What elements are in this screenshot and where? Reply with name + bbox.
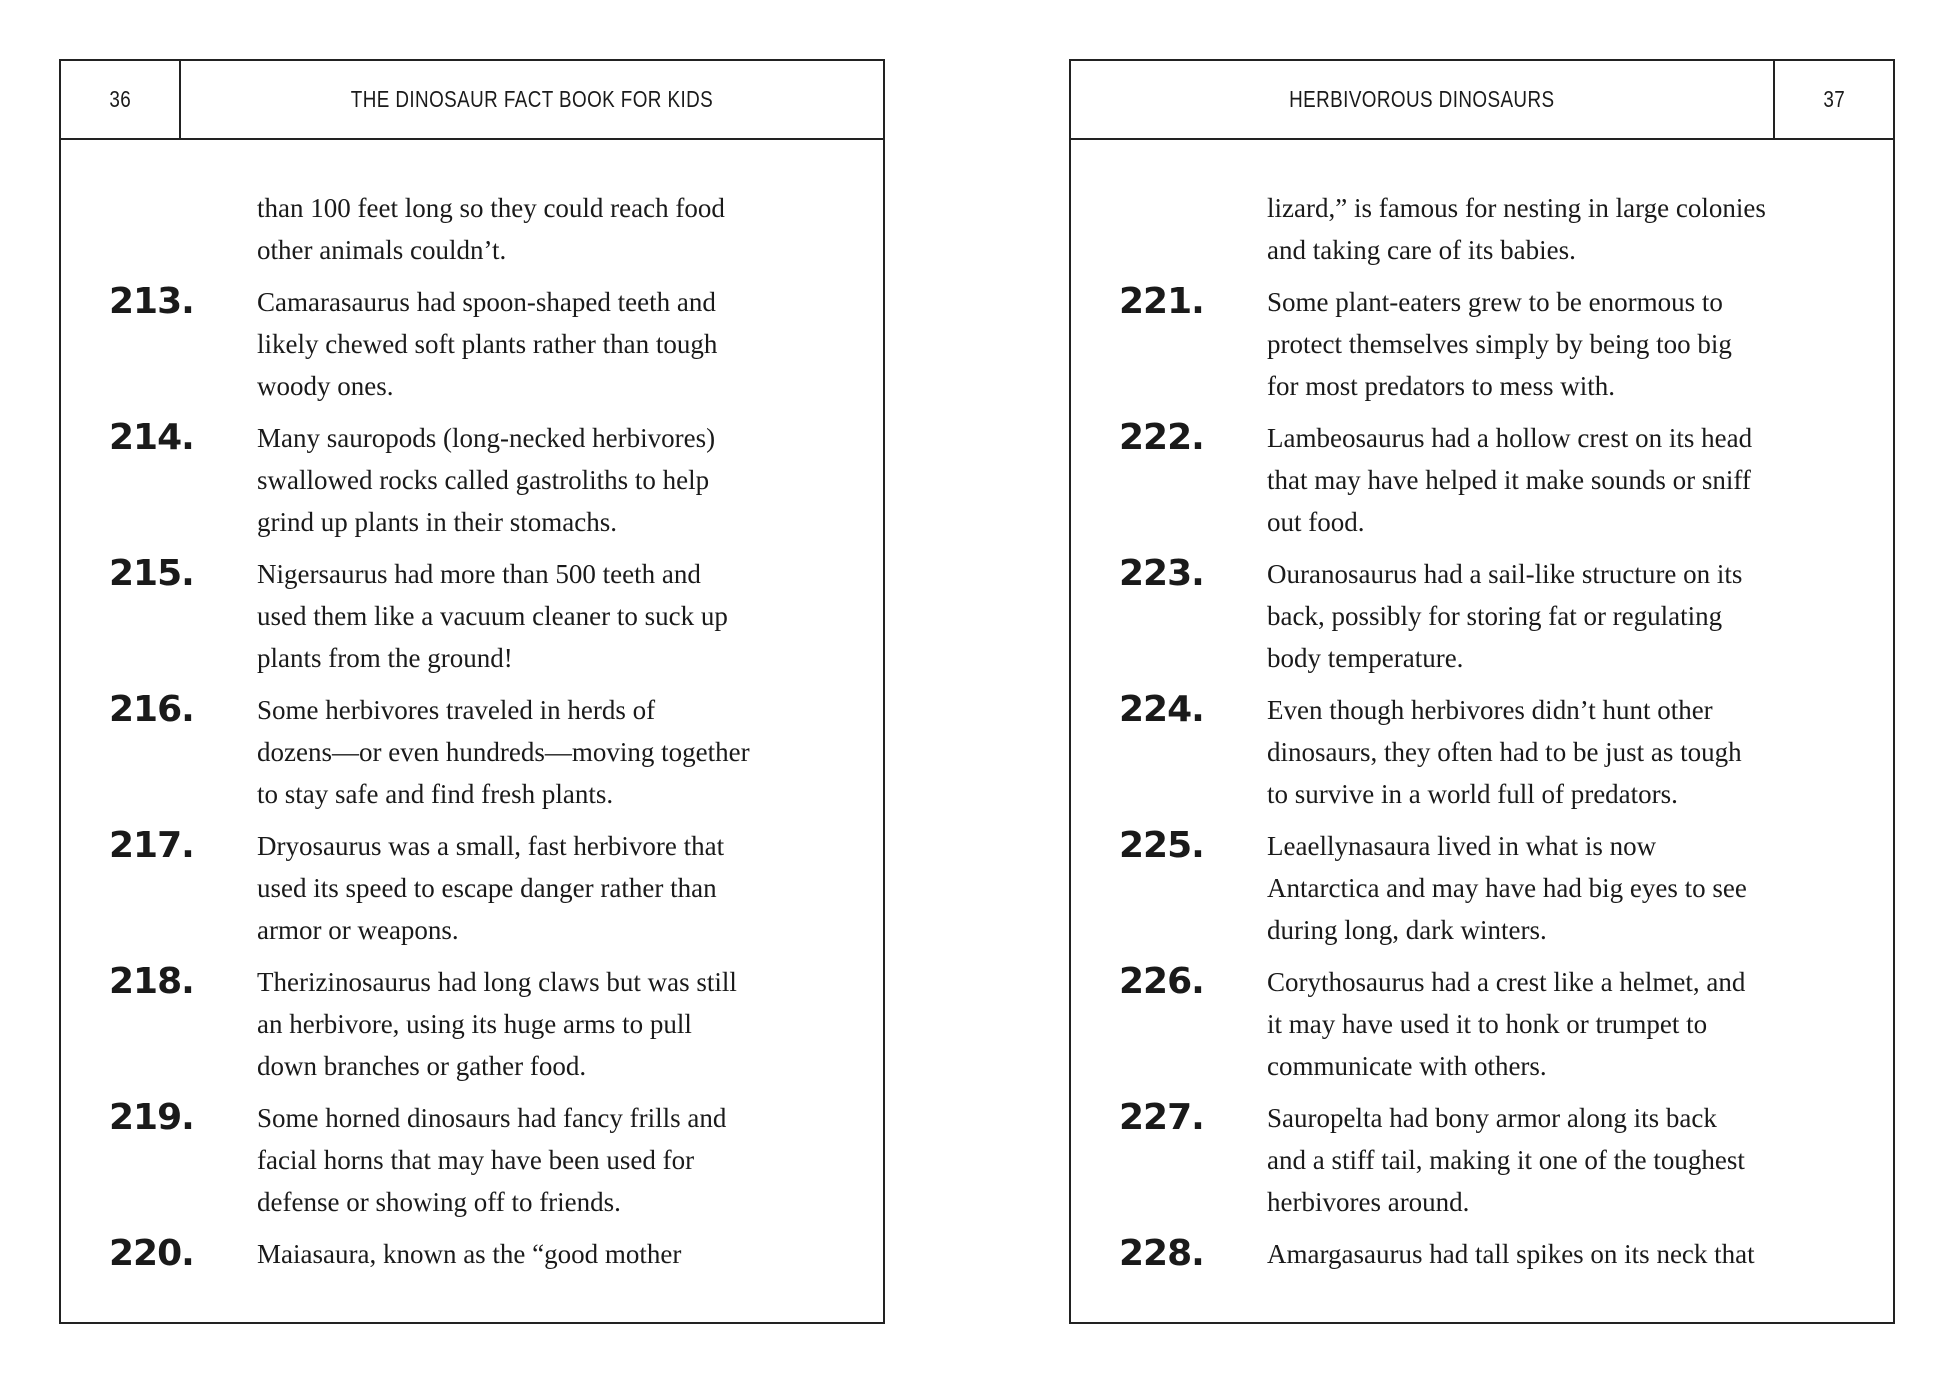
text-line: down branches or gather food. <box>257 1051 587 1081</box>
text-line: Some horned dinosaurs had fancy frills and <box>257 1103 727 1133</box>
text-line: Corythosaurus had a crest like a helmet, and <box>1267 967 1746 997</box>
text-line: Many sauropods (long-necked herbivores) <box>257 423 716 453</box>
page-header <box>61 61 883 140</box>
text-line: back, possibly for storing fat or regulating <box>1267 601 1723 631</box>
text-line: during long, dark winters. <box>1267 915 1547 945</box>
fact-text <box>1267 1233 1847 1275</box>
fact-entry <box>61 281 883 407</box>
running-title: THE DINOSAUR FACT BOOK FOR KIDS <box>350 86 714 112</box>
fact-number: 217. <box>109 825 194 866</box>
page-number: 36 <box>109 86 131 112</box>
page-number-cell <box>1773 61 1893 138</box>
fact-text <box>257 961 837 1087</box>
fact-number: 220. <box>109 1233 194 1274</box>
fact-number: 215. <box>109 553 194 594</box>
text-line: swallowed rocks called gastroliths to help <box>257 465 710 495</box>
text-line: than 100 feet long so they could reach food <box>257 193 725 223</box>
fact-number <box>1071 187 1267 271</box>
text-line: Therizinosaurus had long claws but was still <box>257 967 737 997</box>
text-line: facial horns that may have been used for <box>257 1145 695 1175</box>
text-line: Camarasaurus had spoon-shaped teeth and <box>257 287 716 317</box>
fact-number: 214. <box>109 417 194 458</box>
text-line: herbivores around. <box>1267 1187 1470 1217</box>
text-line: that may have helped it make sounds or sniff <box>1267 465 1751 495</box>
text-line: defense or showing off to friends. <box>257 1187 621 1217</box>
fact-entry <box>61 689 883 815</box>
text-line: woody ones. <box>257 371 394 401</box>
fact-text <box>1267 187 1847 271</box>
fact-entry <box>61 825 883 951</box>
text-line: lizard,” is famous for nesting in large colonies <box>1267 193 1766 223</box>
text-line: to survive in a world full of predators. <box>1267 779 1678 809</box>
fact-number: 222. <box>1119 417 1204 458</box>
fact-number: 228. <box>1119 1233 1204 1274</box>
fact-number: 227. <box>1119 1097 1204 1138</box>
fact-entry <box>61 417 883 543</box>
fact-entry <box>1071 553 1893 679</box>
text-line: other animals couldn’t. <box>257 235 507 265</box>
fact-text <box>1267 417 1847 543</box>
text-line: Dryosaurus was a small, fast herbivore that <box>257 831 725 861</box>
fact-entry <box>61 1097 883 1223</box>
fact-text <box>257 1233 837 1275</box>
text-line: and taking care of its babies. <box>1267 235 1576 265</box>
text-line: communicate with others. <box>1267 1051 1547 1081</box>
text-line: Some herbivores traveled in herds of <box>257 695 656 725</box>
fact-list <box>61 187 883 1285</box>
text-line: Lambeosaurus had a hollow crest on its head <box>1267 423 1753 453</box>
fact-number: 219. <box>109 1097 194 1138</box>
page-number-cell <box>61 61 181 138</box>
running-title-cell <box>1071 61 1773 138</box>
page-number: 37 <box>1823 86 1845 112</box>
fact-entry <box>1071 417 1893 543</box>
fact-text <box>257 281 837 407</box>
text-line: Sauropelta had bony armor along its back <box>1267 1103 1717 1133</box>
fact-text <box>257 553 837 679</box>
text-line: Even though herbivores didn’t hunt other <box>1267 695 1713 725</box>
text-line: Amargasaurus had tall spikes on its neck that <box>1267 1239 1755 1269</box>
fact-text <box>1267 825 1847 951</box>
fact-text <box>1267 961 1847 1087</box>
fact-entry <box>1071 961 1893 1087</box>
text-line: likely chewed soft plants rather than tough <box>257 329 718 359</box>
fact-entry <box>61 961 883 1087</box>
text-line: and a stiff tail, making it one of the toughest <box>1267 1145 1745 1175</box>
fact-text <box>257 689 837 815</box>
fact-entry <box>61 187 883 271</box>
fact-text <box>257 825 837 951</box>
text-line: Antarctica and may have had big eyes to see <box>1267 873 1747 903</box>
fact-entry <box>1071 187 1893 271</box>
text-line: plants from the ground! <box>257 643 513 673</box>
running-title: HERBIVOROUS DINOSAURS <box>1289 86 1555 112</box>
text-line: body temperature. <box>1267 643 1464 673</box>
running-title-cell <box>181 61 883 138</box>
fact-text <box>1267 281 1847 407</box>
fact-text <box>1267 1097 1847 1223</box>
text-line: used them like a vacuum cleaner to suck up <box>257 601 728 631</box>
fact-entry <box>61 1233 883 1275</box>
text-line: Maiasaura, known as the “good mother <box>257 1239 682 1269</box>
text-line: Nigersaurus had more than 500 teeth and <box>257 559 701 589</box>
text-line: Some plant-eaters grew to be enormous to <box>1267 287 1723 317</box>
page-header <box>1071 61 1893 140</box>
fact-number: 221. <box>1119 281 1204 322</box>
text-line: out food. <box>1267 507 1365 537</box>
text-line: Ouranosaurus had a sail-like structure on its <box>1267 559 1743 589</box>
text-line: dinosaurs, they often had to be just as tough <box>1267 737 1742 767</box>
fact-text <box>1267 553 1847 679</box>
fact-number: 216. <box>109 689 194 730</box>
fact-entry <box>1071 1097 1893 1223</box>
fact-number: 223. <box>1119 553 1204 594</box>
fact-text <box>257 417 837 543</box>
left-page <box>59 59 885 1324</box>
fact-number <box>61 187 257 271</box>
fact-number: 225. <box>1119 825 1204 866</box>
text-line: protect themselves simply by being too big <box>1267 329 1732 359</box>
fact-text <box>1267 689 1847 815</box>
text-line: it may have used it to honk or trumpet to <box>1267 1009 1708 1039</box>
text-line: for most predators to mess with. <box>1267 371 1615 401</box>
text-line: Leaellynasaura lived in what is now <box>1267 831 1657 861</box>
right-page <box>1069 59 1895 1324</box>
text-line: an herbivore, using its huge arms to pull <box>257 1009 692 1039</box>
fact-entry <box>1071 281 1893 407</box>
fact-entry <box>1071 1233 1893 1275</box>
fact-entry <box>1071 825 1893 951</box>
text-line: armor or weapons. <box>257 915 459 945</box>
fact-text <box>257 1097 837 1223</box>
text-line: to stay safe and find fresh plants. <box>257 779 614 809</box>
text-line: dozens—or even hundreds—moving together <box>257 737 750 767</box>
text-line: used its speed to escape danger rather than <box>257 873 717 903</box>
fact-text <box>257 187 837 271</box>
fact-entry <box>1071 689 1893 815</box>
fact-number: 226. <box>1119 961 1204 1002</box>
fact-list <box>1071 187 1893 1285</box>
fact-entry <box>61 553 883 679</box>
text-line: grind up plants in their stomachs. <box>257 507 617 537</box>
fact-number: 213. <box>109 281 194 322</box>
fact-number: 224. <box>1119 689 1204 730</box>
fact-number: 218. <box>109 961 194 1002</box>
